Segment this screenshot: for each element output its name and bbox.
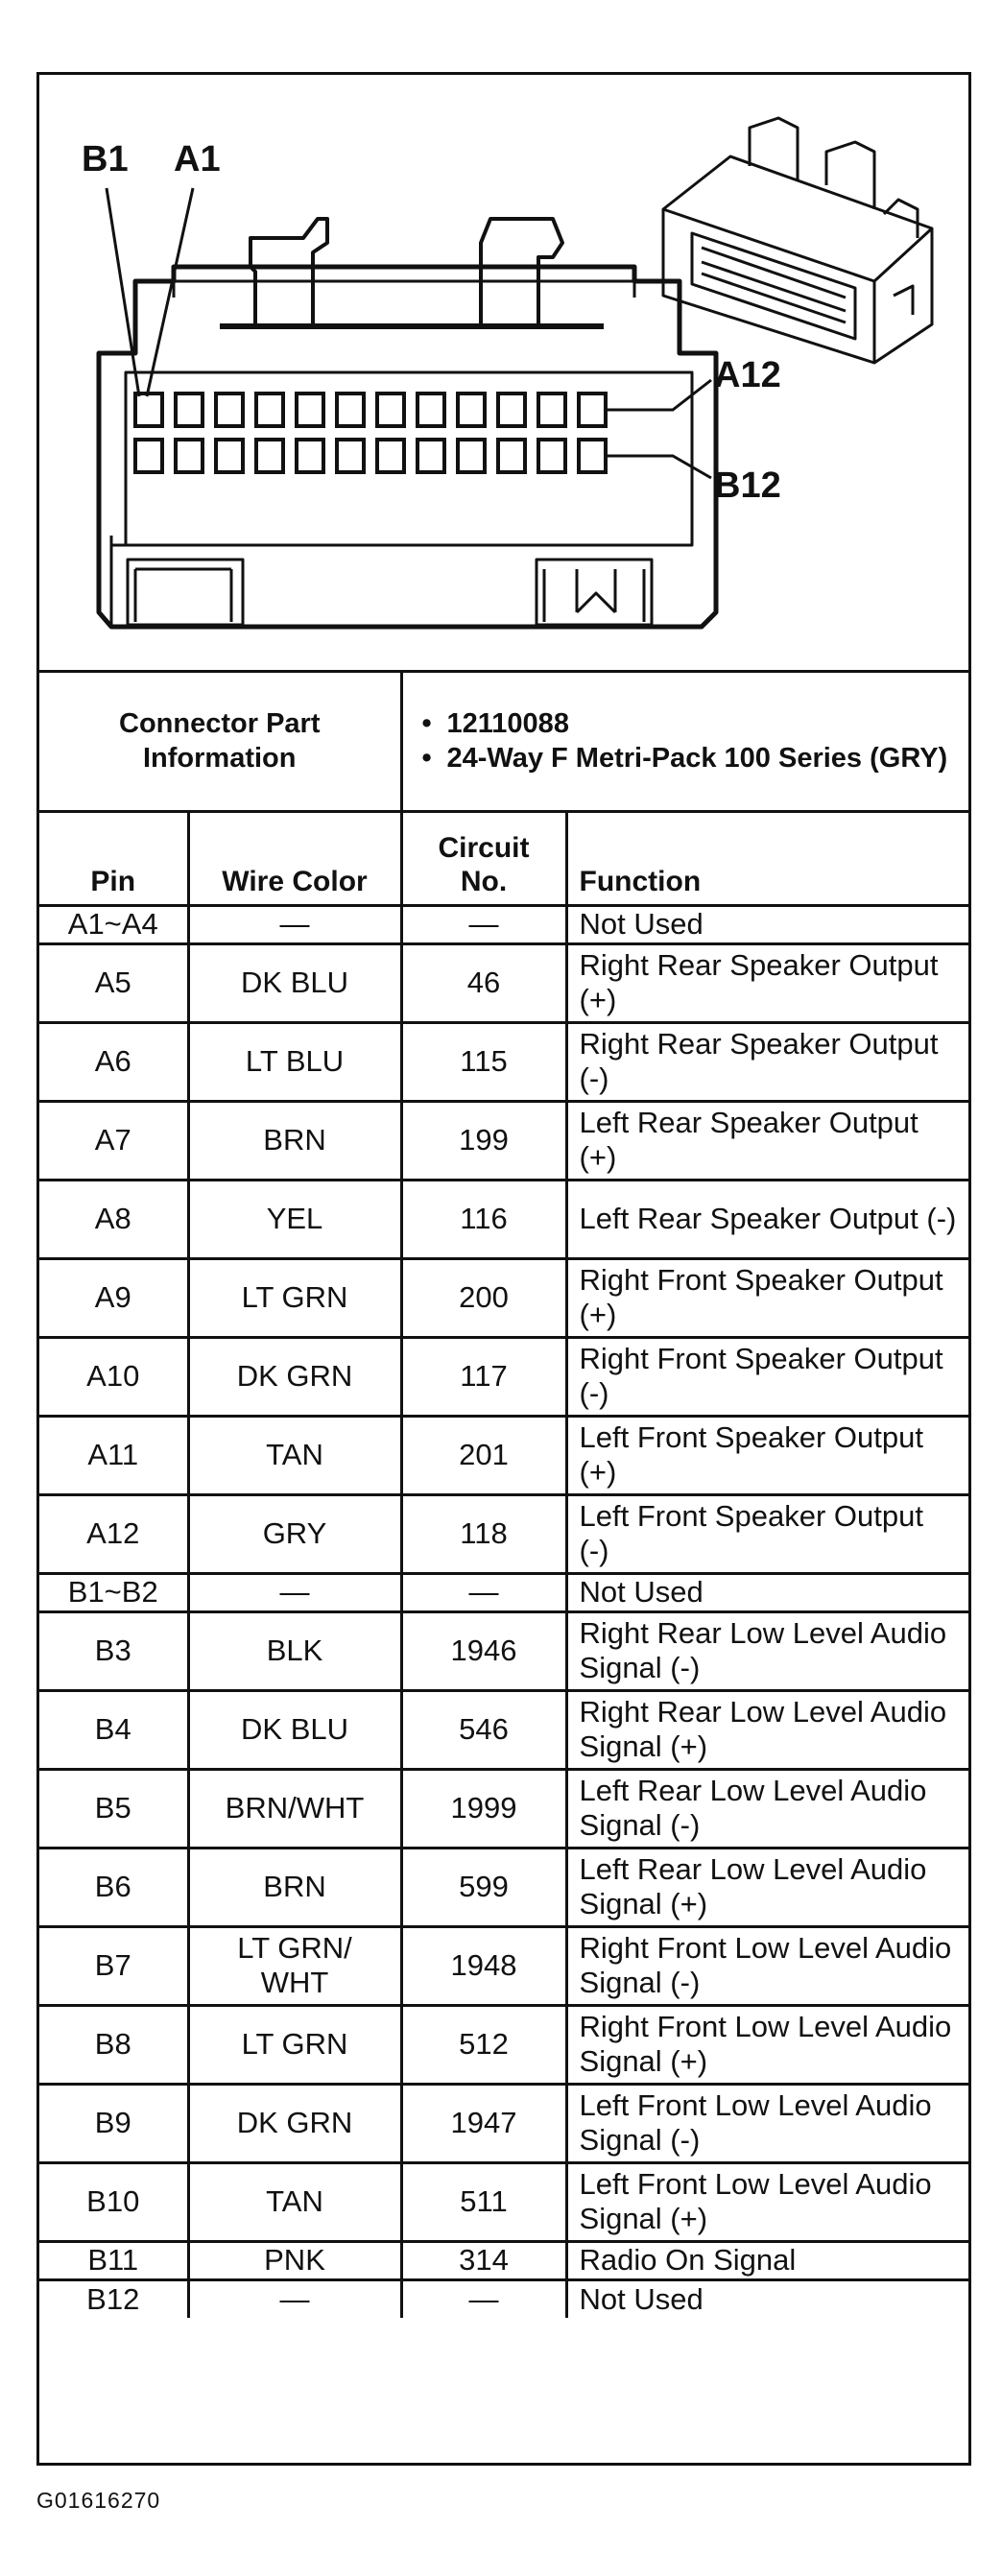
circuit-cell: 116	[401, 1180, 566, 1258]
pin-cell: A6	[39, 1022, 188, 1101]
circuit-cell: 1947	[401, 2084, 566, 2162]
figure-code: G01616270	[36, 2488, 161, 2513]
circuit-cell: 200	[401, 1258, 566, 1337]
table-row	[39, 1611, 968, 1690]
connector-type: • 24-Way F Metri-Pack 100 Series (GRY)	[422, 741, 950, 775]
function-cell: Right Front Speaker Output (-)	[566, 1337, 968, 1416]
pin-cell: A9	[39, 1258, 188, 1337]
circuit-cell: 1948	[401, 1926, 566, 2005]
function-cell: Right Rear Low Level Audio Signal (-)	[566, 1611, 968, 1690]
function-cell: Left Rear Low Level Audio Signal (-)	[566, 1769, 968, 1848]
pin-cell: B11	[39, 2241, 188, 2279]
pin-cell: B12	[39, 2279, 188, 2318]
circuit-cell: 46	[401, 943, 566, 1022]
pin-cell: B1~B2	[39, 1573, 188, 1611]
pin-cell: B8	[39, 2005, 188, 2084]
pin-cell: A11	[39, 1416, 188, 1494]
pin-cell: B7	[39, 1926, 188, 2005]
label-a12: A12	[714, 355, 781, 395]
connector-info-list	[401, 673, 968, 811]
circuit-cell: —	[401, 2279, 566, 2318]
table-row	[39, 1573, 968, 1611]
circuit-cell: 199	[401, 1101, 566, 1180]
pin-cell: A8	[39, 1180, 188, 1258]
table-row	[39, 1180, 968, 1258]
circuit-cell: 118	[401, 1494, 566, 1573]
header-pin: Pin	[39, 811, 188, 905]
connector-diagram	[39, 75, 968, 673]
wire-color-cell: DK GRN	[188, 1337, 401, 1416]
function-cell: Not Used	[566, 2279, 968, 2318]
pinout-table	[39, 673, 968, 2318]
wire-color-cell: LT GRN	[188, 2005, 401, 2084]
wire-color-cell: LT BLU	[188, 1022, 401, 1101]
table-row	[39, 1494, 968, 1573]
table-row	[39, 1769, 968, 1848]
pin-cell: A12	[39, 1494, 188, 1573]
function-cell: Left Front Low Level Audio Signal (-)	[566, 2084, 968, 2162]
wire-color-cell: BRN	[188, 1101, 401, 1180]
table-row	[39, 1926, 968, 2005]
table-row	[39, 1022, 968, 1101]
circuit-cell: 115	[401, 1022, 566, 1101]
wire-color-cell: TAN	[188, 2162, 401, 2241]
function-cell: Radio On Signal	[566, 2241, 968, 2279]
function-cell: Left Front Speaker Output (+)	[566, 1416, 968, 1494]
wire-color-cell: DK GRN	[188, 2084, 401, 2162]
pin-cavities	[135, 394, 606, 472]
function-cell: Left Rear Speaker Output (-)	[566, 1180, 968, 1258]
function-cell: Right Rear Speaker Output (-)	[566, 1022, 968, 1101]
pin-cell: A5	[39, 943, 188, 1022]
table-row	[39, 2279, 968, 2318]
wire-color-cell: DK BLU	[188, 943, 401, 1022]
connector-info-row	[39, 673, 968, 811]
wire-color-cell: BRN	[188, 1848, 401, 1926]
wire-color-cell: PNK	[188, 2241, 401, 2279]
pin-cell: B3	[39, 1611, 188, 1690]
label-b12: B12	[714, 465, 781, 506]
pin-cell: B10	[39, 2162, 188, 2241]
wire-color-cell: DK BLU	[188, 1690, 401, 1769]
wire-color-cell: BLK	[188, 1611, 401, 1690]
function-cell: Left Rear Low Level Audio Signal (+)	[566, 1848, 968, 1926]
connector-sheet	[36, 72, 971, 2466]
pin-cell: A7	[39, 1101, 188, 1180]
wire-color-cell: YEL	[188, 1180, 401, 1258]
wire-color-cell: TAN	[188, 1416, 401, 1494]
function-cell: Left Front Speaker Output (-)	[566, 1494, 968, 1573]
function-cell: Left Front Low Level Audio Signal (+)	[566, 2162, 968, 2241]
table-row	[39, 1848, 968, 1926]
header-wire-color: Wire Color	[188, 811, 401, 905]
connector-isometric-image	[663, 118, 932, 363]
table-header-row	[39, 811, 968, 905]
wire-color-cell: —	[188, 2279, 401, 2318]
wire-color-cell: BRN/WHT	[188, 1769, 401, 1848]
circuit-cell: 201	[401, 1416, 566, 1494]
table-row	[39, 1101, 968, 1180]
table-row	[39, 2005, 968, 2084]
header-function: Function	[566, 811, 968, 905]
circuit-cell: 117	[401, 1337, 566, 1416]
function-cell: Not Used	[566, 1573, 968, 1611]
wire-color-cell: LT GRN	[188, 1258, 401, 1337]
function-cell: Right Front Low Level Audio Signal (+)	[566, 2005, 968, 2084]
circuit-cell: —	[401, 905, 566, 943]
circuit-cell: 511	[401, 2162, 566, 2241]
wire-color-cell: —	[188, 1573, 401, 1611]
connector-info-label: Connector Part Information	[39, 673, 401, 811]
wire-color-cell: —	[188, 905, 401, 943]
table-row	[39, 2162, 968, 2241]
function-cell: Right Rear Speaker Output (+)	[566, 943, 968, 1022]
function-cell: Right Front Low Level Audio Signal (-)	[566, 1926, 968, 2005]
function-cell: Right Rear Low Level Audio Signal (+)	[566, 1690, 968, 1769]
wire-color-cell: GRY	[188, 1494, 401, 1573]
label-b1: B1	[82, 139, 129, 179]
pin-cell: B6	[39, 1848, 188, 1926]
function-cell: Not Used	[566, 905, 968, 943]
table-row	[39, 1258, 968, 1337]
circuit-cell: 314	[401, 2241, 566, 2279]
circuit-cell: 1946	[401, 1611, 566, 1690]
function-cell: Right Front Speaker Output (+)	[566, 1258, 968, 1337]
table-row	[39, 1337, 968, 1416]
circuit-cell: 512	[401, 2005, 566, 2084]
function-cell: Left Rear Speaker Output (+)	[566, 1101, 968, 1180]
pin-cell: B4	[39, 1690, 188, 1769]
label-a1: A1	[174, 139, 221, 179]
circuit-cell: 1999	[401, 1769, 566, 1848]
wire-color-cell: LT GRN/ WHT	[188, 1926, 401, 2005]
header-circuit: Circuit No.	[401, 811, 566, 905]
table-row	[39, 1416, 968, 1494]
circuit-cell: 546	[401, 1690, 566, 1769]
pin-cell: B5	[39, 1769, 188, 1848]
part-number: • 12110088	[422, 706, 950, 741]
connector-face-drawing	[39, 75, 968, 670]
circuit-cell: 599	[401, 1848, 566, 1926]
table-row	[39, 2084, 968, 2162]
pin-cell: B9	[39, 2084, 188, 2162]
table-row	[39, 905, 968, 943]
pin-cell: A1~A4	[39, 905, 188, 943]
circuit-cell: —	[401, 1573, 566, 1611]
table-row	[39, 943, 968, 1022]
table-row	[39, 1690, 968, 1769]
table-row	[39, 2241, 968, 2279]
pin-cell: A10	[39, 1337, 188, 1416]
